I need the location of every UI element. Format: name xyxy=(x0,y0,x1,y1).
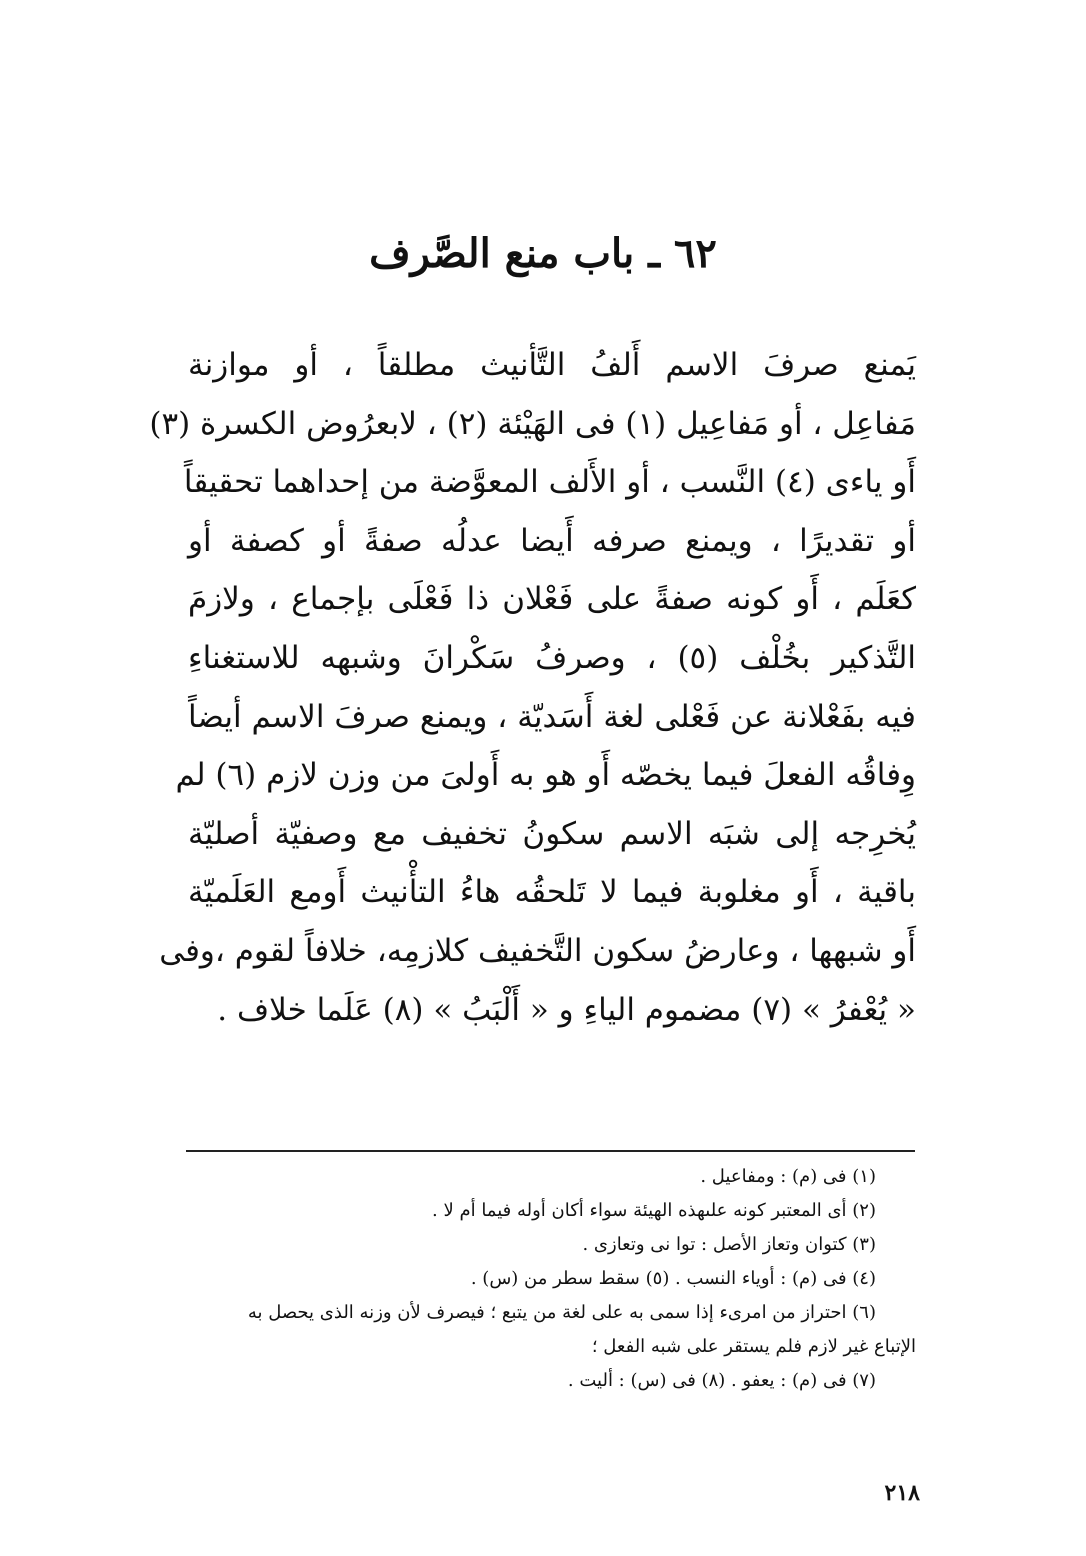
body-line: التَّذكير بخُلْف (٥) ، وصرفُ سَكْرانَ وشبهه للاستغناءِ xyxy=(188,639,916,676)
body-line: أَو ياءى (٤) النَّسب ، أو الأَلف المعوَّضة من إحداهما تحقيقاً xyxy=(183,464,916,501)
body-line: وِفاقُه الفعلَ فيما يخصّه أَو هو به أَولىَ من وزن لازم (٦) لم xyxy=(175,757,916,794)
body-line: كعَلَم ، أَو كونه صفةً على فَعْلان ذا فَعْلَى بإجماع ، ولازمَ xyxy=(188,581,916,618)
footnote: (٢) أى المعتبر كونه علىهذه الهيئة سواء أكان أوله فيما أم لا . xyxy=(432,1200,876,1221)
body-line: مَفاعِل ، أو مَفاعِيل (١) فى الهَيْئة (٢) ، لابعرُوض الكسرة (٣) xyxy=(149,405,916,442)
body-line: يَمنع صرفَ الاسم أَلفُ التَّأنيث مطلقاً ، أو موازنة xyxy=(188,347,916,383)
body-line: باقية ، أَو مغلوبة فيما لا تَلحقُه هاءُ التأْنيث أَومع العَلَميّة xyxy=(188,874,916,911)
footnote: (٧) فى (م) : يعفو . (٨) فى (س) : أليت . xyxy=(567,1370,876,1391)
footnote: (٣) كتوان وتعاز الأصل : توا نى وتعازى . xyxy=(582,1234,876,1255)
footnotes xyxy=(180,1160,916,1398)
chapter-title: ٦٢ ـ باب منع الصَّرف xyxy=(369,230,717,277)
footnote: (٤) فى (م) : أوياء النسب . (٥) سقط سطر من (س) . xyxy=(470,1268,876,1289)
body-line: أو تقديرًا ، ويمنع صرفه أَيضا عدلُه صفةً أو كصفة أو xyxy=(188,522,916,559)
footnote: (١) فى (م) : ومفاعيل . xyxy=(700,1166,876,1187)
footnote-divider xyxy=(186,1150,915,1152)
body-line: فيه بفَعْلانة عن فَعْلى لغة أَسَديّة ، ويمنع صرفَ الاسم أيضاً xyxy=(188,698,916,735)
body-line: أَو شبهها ، وعارضُ سكون التَّخفيف كلازمِه، خلافاً لقوم ،وفى xyxy=(159,932,916,969)
footnote-continuation: الإتباع غير لازم فلم يستقر على شبه الفعل ؛ xyxy=(591,1336,916,1357)
footnote: (٦) احتراز من امرىء إذا سمى به على لغة من يتبع ؛ فيصرف لأن وزنه الذى يحصل به xyxy=(247,1302,876,1323)
body-text xyxy=(149,336,916,1039)
page-number: ٢١٨ xyxy=(884,1480,920,1506)
body-line: « يُعْفرُ » (٧) مضموم الياءِ و « أَلْبَبُ » (٨) عَلَما خلاف . xyxy=(217,991,916,1028)
body-line: يُخرِجه إلى شبَه الاسم سكونُ تخفيف مع وصفيّة أصليّة xyxy=(188,815,916,852)
